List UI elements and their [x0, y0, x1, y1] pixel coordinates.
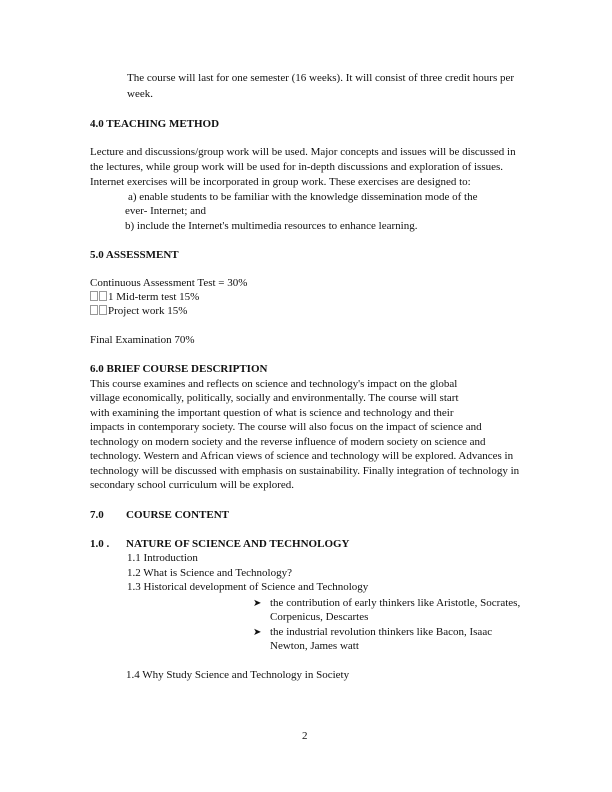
list-item: ever- Internet; and	[125, 205, 207, 217]
paragraph-line: technology on modern society and the reverse influence of modern society on science and	[90, 436, 486, 448]
bullet-line: Corpenicus, Descartes	[270, 611, 369, 623]
section-heading-teaching: 4.0 TEACHING METHOD	[90, 118, 220, 130]
bullet-line: the industrial revolution thinkers like Bacon, Isaac	[270, 626, 493, 638]
section-number: 7.0	[90, 509, 104, 521]
subsection-number: 1.0 .	[90, 538, 110, 550]
subsection-title: NATURE OF SCIENCE AND TECHNOLOGY	[126, 538, 350, 550]
assessment-midterm: 1 Mid-term test 15%	[90, 291, 199, 304]
assessment-final: Final Examination 70%	[90, 334, 195, 346]
section-heading-content: COURSE CONTENT	[126, 509, 229, 521]
arrow-bullet-icon: ➤	[253, 627, 262, 638]
paragraph-line: the lectures, while group work will be used for in-depth discussions and exploration of issues.	[90, 161, 504, 173]
paragraph-line: technology. Western and African views of science and technology will be explored. Advances in	[90, 450, 514, 462]
page-number: 2	[302, 730, 308, 742]
intro-line: The course will last for one semester (16 weeks). It will consist of three credit hours per	[127, 72, 515, 84]
missing-glyph-icon	[90, 291, 98, 301]
assessment-continuous: Continuous Assessment Test = 30%	[90, 277, 248, 289]
bullet-line: Newton, James watt	[270, 640, 359, 652]
bullet-line: the contribution of early thinkers like Aristotle, Socrates,	[270, 597, 521, 609]
section-heading-description: 6.0 BRIEF COURSE DESCRIPTION	[90, 363, 268, 375]
paragraph-line: with examining the important question of what is science and technology and their	[90, 407, 454, 419]
content-item: 1.1 Introduction	[127, 552, 198, 564]
list-item: a) enable students to be familiar with the knowledge dissemination mode of the	[128, 191, 478, 203]
paragraph-line: This course examines and reflects on science and technology's impact on the global	[90, 378, 458, 390]
intro-line: week.	[127, 88, 153, 100]
paragraph-line: impacts in contemporary society. The course will also focus on the impact of science and	[90, 421, 482, 433]
content-item: 1.2 What is Science and Technology?	[127, 567, 292, 579]
content-item: 1.4 Why Study Science and Technology in Society	[126, 669, 350, 681]
paragraph-line: secondary school curriculum will be explored.	[90, 479, 295, 491]
paragraph-line: Lecture and discussions/group work will be used. Major concepts and issues will be discussed in	[90, 146, 516, 158]
content-item: 1.3 Historical development of Science and Technology	[127, 581, 369, 593]
section-heading-assessment: 5.0 ASSESSMENT	[90, 249, 179, 261]
paragraph-line: Internet exercises will be incorporated in group work. These exercises are designed to:	[90, 176, 471, 188]
list-item: b) include the Internet's multimedia resources to enhance learning.	[125, 220, 418, 232]
missing-glyph-icon	[99, 305, 107, 315]
paragraph-line: technology will be discussed with emphasis on sustainability. Finally integration of technology in	[90, 465, 520, 477]
missing-glyph-icon	[99, 291, 107, 301]
arrow-bullet-icon: ➤	[253, 598, 262, 609]
assessment-project: Project work 15%	[90, 305, 187, 318]
paragraph-line: village economically, politically, socially and environmentally. The course will start	[90, 392, 459, 404]
missing-glyph-icon	[90, 305, 98, 315]
